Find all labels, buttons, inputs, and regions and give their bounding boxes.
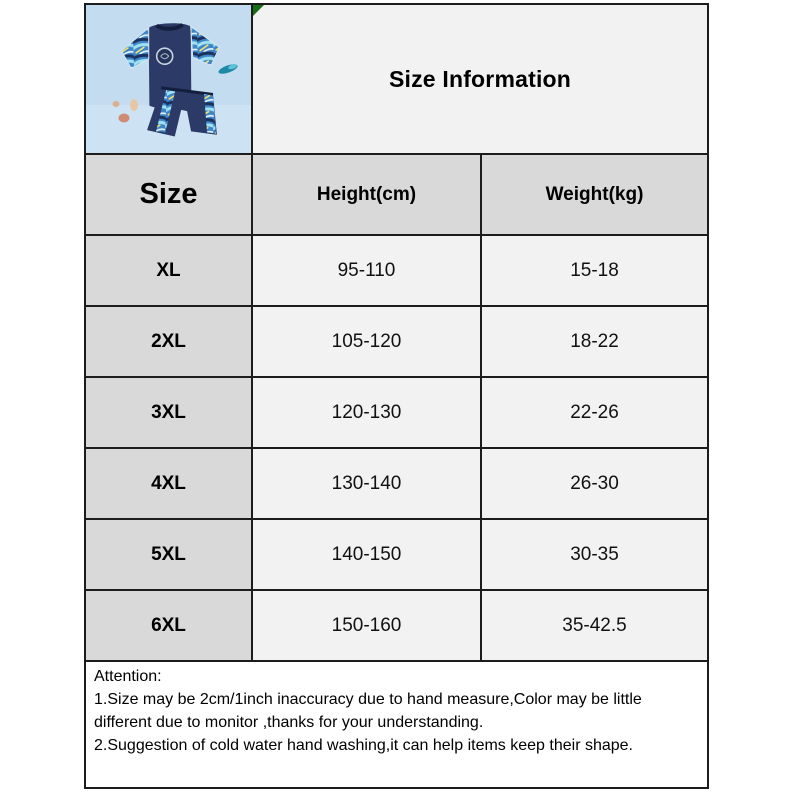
cell-height: 150-160 [252, 590, 481, 661]
attention-box [85, 661, 708, 788]
column-header-weight: Weight(kg) [481, 154, 708, 235]
column-header-size: Size [85, 154, 252, 235]
table-row [85, 590, 708, 661]
cell-height: 120-130 [252, 377, 481, 448]
column-header-height: Height(cm) [252, 154, 481, 235]
cell-height: 130-140 [252, 448, 481, 519]
cell-size: 3XL [85, 377, 252, 448]
page-title [252, 4, 708, 154]
size-information-table [84, 3, 709, 789]
attention-note: 1.Size may be 2cm/1inch inaccuracy due to hand measure,Color may be little different due to monitor ,thanks for your understanding. [94, 691, 642, 731]
cell-size: 4XL [85, 448, 252, 519]
cell-weight: 15-18 [481, 235, 708, 306]
table-row [85, 519, 708, 590]
table-row [85, 377, 708, 448]
table-row [85, 306, 708, 377]
cell-height: 140-150 [252, 519, 481, 590]
attention-note: 2.Suggestion of cold water hand washing,it can help items keep their shape. [94, 737, 633, 754]
cell-size: 2XL [85, 306, 252, 377]
size-chart-sheet [84, 3, 709, 789]
table-header-row [85, 154, 708, 235]
cell-size: 5XL [85, 519, 252, 590]
table-row [85, 235, 708, 306]
cell-weight: 26-30 [481, 448, 708, 519]
cell-weight: 35-42.5 [481, 590, 708, 661]
cell-height: 105-120 [252, 306, 481, 377]
table-row [85, 448, 708, 519]
page-title-label: Size Information [388, 65, 572, 92]
cell-size: XL [85, 235, 252, 306]
cell-height: 95-110 [252, 235, 481, 306]
cell-weight: 18-22 [481, 306, 708, 377]
cell-weight: 30-35 [481, 519, 708, 590]
green-corner-triangle-icon [253, 5, 264, 16]
cell-weight: 22-26 [481, 377, 708, 448]
banner-row [85, 4, 708, 154]
attention-title: Attention: [94, 668, 162, 685]
swim-set-illustration-icon [86, 5, 251, 153]
cell-size: 6XL [85, 590, 252, 661]
product-photo [85, 4, 252, 154]
attention-row [85, 661, 708, 788]
